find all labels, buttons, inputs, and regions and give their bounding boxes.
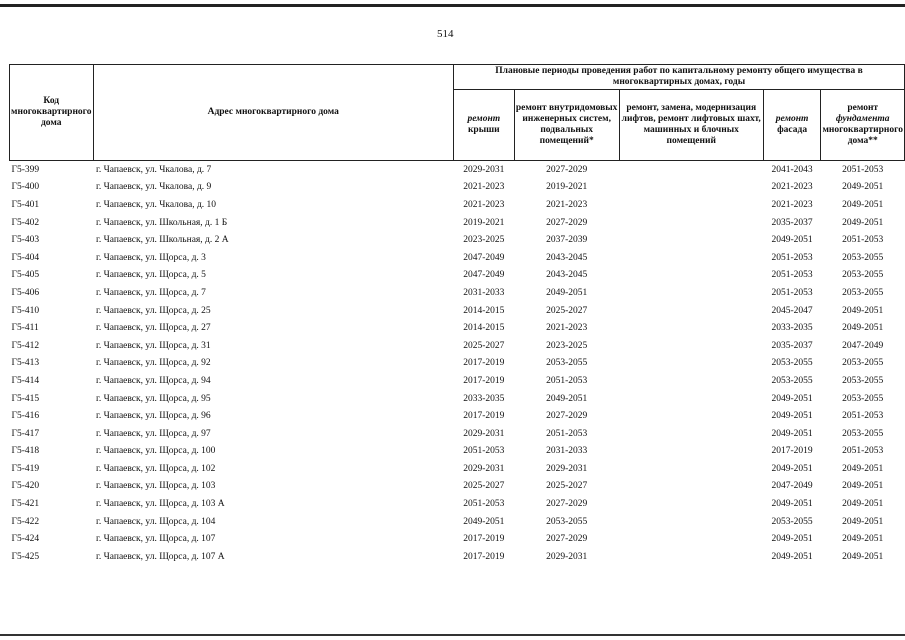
cell-facade: 2035-2037: [771, 340, 813, 351]
cell-roof: 2021-2023: [463, 182, 505, 193]
cell-engineering: 2029-2031: [546, 463, 588, 474]
page-number: 514: [437, 28, 454, 40]
header-foundation: [821, 90, 905, 161]
cell-code: Г5-399: [11, 164, 40, 175]
cell-code: Г5-419: [11, 463, 40, 474]
table-body: [10, 161, 905, 566]
cell-roof: 2033-2035: [463, 393, 505, 404]
cell-facade: 2049-2051: [771, 551, 813, 562]
cell-address: г. Чапаевск, ул. Щорса, д. 107: [96, 534, 216, 545]
cell-code: Г5-413: [11, 358, 40, 369]
cell-address: г. Чапаевск, ул. Щорса, д. 103: [96, 481, 216, 492]
cell-code: Г5-400: [11, 182, 40, 193]
cell-foundation: 2049-2051: [842, 551, 884, 562]
header-engineering: ремонт внутридомовых инженерных систем, подвальных помещений*: [514, 90, 619, 161]
cell-roof: 2029-2031: [463, 428, 505, 439]
table-row: [10, 196, 905, 214]
cell-address: г. Чапаевск, ул. Щорса, д. 92: [96, 358, 211, 369]
cell-roof: 2031-2033: [463, 287, 505, 298]
cell-roof: 2017-2019: [463, 358, 505, 369]
cell-roof: 2014-2015: [463, 323, 505, 334]
cell-foundation: 2053-2055: [842, 358, 884, 369]
cell-roof: 2049-2051: [463, 516, 505, 527]
cell-address: г. Чапаевск, ул. Чкалова, д. 10: [96, 199, 217, 210]
cell-lifts: [619, 161, 763, 179]
cell-address: г. Чапаевск, ул. Щорса, д. 94: [96, 375, 211, 386]
table-row: [10, 337, 905, 355]
cell-lifts: [619, 513, 763, 531]
cell-lifts: [619, 425, 763, 443]
header-foundation-line1: ремонт: [847, 103, 879, 113]
cell-address: г. Чапаевск, ул. Школьная, д. 2 А: [96, 235, 229, 246]
cell-code: Г5-420: [11, 481, 40, 492]
cell-code: Г5-404: [11, 252, 40, 263]
cell-roof: 2019-2021: [463, 217, 505, 228]
cell-lifts: [619, 495, 763, 513]
cell-engineering: 2053-2055: [546, 516, 588, 527]
cell-lifts: [619, 196, 763, 214]
cell-engineering: 2025-2027: [546, 481, 588, 492]
cell-lifts: [619, 179, 763, 197]
cell-foundation: 2051-2053: [842, 411, 884, 422]
cell-foundation: 2051-2053: [842, 235, 884, 246]
cell-engineering: 2027-2029: [546, 534, 588, 545]
cell-code: Г5-421: [11, 499, 40, 510]
cell-code: Г5-424: [11, 534, 40, 545]
cell-roof: 2051-2053: [463, 499, 505, 510]
cell-code: Г5-410: [11, 305, 40, 316]
cell-facade: 2017-2019: [771, 446, 813, 457]
cell-lifts: [619, 443, 763, 461]
header-roof-line2: крыши: [467, 125, 500, 135]
cell-engineering: 2049-2051: [546, 393, 588, 404]
cell-foundation: 2049-2051: [842, 463, 884, 474]
cell-foundation: 2053-2055: [842, 287, 884, 298]
cell-code: Г5-406: [11, 287, 40, 298]
cell-roof: 2029-2031: [463, 463, 505, 474]
cell-roof: 2017-2019: [463, 551, 505, 562]
cell-roof: 2014-2015: [463, 305, 505, 316]
cell-foundation: 2049-2051: [842, 481, 884, 492]
table-row: [10, 495, 905, 513]
table-row: [10, 548, 905, 566]
cell-roof: 2021-2023: [463, 199, 505, 210]
bottom-border-line: [0, 634, 905, 636]
header-row-top: [10, 65, 905, 90]
cell-facade: 2041-2043: [771, 164, 813, 175]
header-facade-line1: ремонт: [775, 114, 809, 124]
cell-foundation: 2049-2051: [842, 217, 884, 228]
cell-engineering: 2021-2023: [546, 323, 588, 334]
cell-facade: 2021-2023: [771, 199, 813, 210]
cell-facade: 2053-2055: [771, 375, 813, 386]
cell-lifts: [619, 302, 763, 320]
header-code: Код многоквартирного дома: [10, 65, 94, 161]
cell-facade: 2035-2037: [771, 217, 813, 228]
table-row: [10, 249, 905, 267]
cell-lifts: [619, 407, 763, 425]
cell-lifts: [619, 390, 763, 408]
cell-foundation: 2047-2049: [842, 340, 884, 351]
header-facade-line2: фасада: [777, 125, 808, 135]
cell-facade: 2049-2051: [771, 428, 813, 439]
cell-lifts: [619, 267, 763, 285]
table-row: [10, 161, 905, 179]
cell-foundation: 2049-2051: [842, 182, 884, 193]
cell-address: г. Чапаевск, ул. Щорса, д. 107 А: [96, 551, 225, 562]
cell-facade: 2049-2051: [771, 534, 813, 545]
cell-engineering: 2025-2027: [546, 305, 588, 316]
cell-facade: 2047-2049: [771, 481, 813, 492]
cell-code: Г5-422: [11, 516, 40, 527]
cell-roof: 2025-2027: [463, 340, 505, 351]
cell-roof: 2047-2049: [463, 252, 505, 263]
cell-facade: 2021-2023: [771, 182, 813, 193]
cell-code: Г5-425: [11, 551, 40, 562]
header-facade: [763, 90, 821, 161]
cell-engineering: 2043-2045: [546, 252, 588, 263]
cell-lifts: [619, 337, 763, 355]
cell-lifts: [619, 231, 763, 249]
cell-address: г. Чапаевск, ул. Щорса, д. 102: [96, 463, 216, 474]
cell-roof: 2029-2031: [463, 164, 505, 175]
cell-address: г. Чапаевск, ул. Школьная, д. 1 Б: [96, 217, 228, 228]
cell-foundation: 2049-2051: [842, 323, 884, 334]
cell-lifts: [619, 249, 763, 267]
cell-foundation: 2053-2055: [842, 428, 884, 439]
cell-facade: 2049-2051: [771, 411, 813, 422]
cell-engineering: 2019-2021: [546, 182, 588, 193]
cell-roof: 2051-2053: [463, 446, 505, 457]
table-row: [10, 284, 905, 302]
cell-address: г. Чапаевск, ул. Щорса, д. 103 А: [96, 499, 225, 510]
cell-address: г. Чапаевск, ул. Щорса, д. 100: [96, 446, 216, 457]
cell-lifts: [619, 284, 763, 302]
cell-roof: 2017-2019: [463, 534, 505, 545]
cell-code: Г5-414: [11, 375, 40, 386]
cell-lifts: [619, 478, 763, 496]
table-row: [10, 513, 905, 531]
top-border-line: [0, 4, 905, 7]
cell-engineering: 2031-2033: [546, 446, 588, 457]
table-row: [10, 530, 905, 548]
cell-facade: 2049-2051: [771, 499, 813, 510]
cell-code: Г5-412: [11, 340, 40, 351]
cell-engineering: 2029-2031: [546, 551, 588, 562]
cell-facade: 2051-2053: [771, 287, 813, 298]
cell-engineering: 2043-2045: [546, 270, 588, 281]
cell-address: г. Чапаевск, ул. Чкалова, д. 9: [96, 182, 212, 193]
cell-lifts: [619, 548, 763, 566]
table-row: [10, 214, 905, 232]
table-row: [10, 302, 905, 320]
cell-foundation: 2053-2055: [842, 252, 884, 263]
table-row: [10, 231, 905, 249]
cell-foundation: 2049-2051: [842, 534, 884, 545]
cell-engineering: 2027-2029: [546, 217, 588, 228]
table-row: [10, 319, 905, 337]
cell-address: г. Чапаевск, ул. Щорса, д. 25: [96, 305, 211, 316]
header-roof-line1: ремонт: [467, 114, 501, 124]
cell-lifts: [619, 460, 763, 478]
cell-facade: 2051-2053: [771, 252, 813, 263]
header-lifts: ремонт, замена, модернизация лифтов, ремонт лифтовых шахт, машинных и блочных помещений: [619, 90, 763, 161]
cell-code: Г5-402: [11, 217, 40, 228]
cell-facade: 2045-2047: [771, 305, 813, 316]
table-row: [10, 179, 905, 197]
cell-code: Г5-415: [11, 393, 40, 404]
cell-lifts: [619, 319, 763, 337]
cell-engineering: 2023-2025: [546, 340, 588, 351]
cell-address: г. Чапаевск, ул. Щорса, д. 7: [96, 287, 206, 298]
table-row: [10, 407, 905, 425]
cell-engineering: 2037-2039: [546, 235, 588, 246]
cell-code: Г5-418: [11, 446, 40, 457]
cell-facade: 2033-2035: [771, 323, 813, 334]
cell-roof: 2017-2019: [463, 375, 505, 386]
cell-code: Г5-401: [11, 199, 40, 210]
cell-lifts: [619, 530, 763, 548]
cell-code: Г5-411: [11, 323, 39, 334]
cell-address: г. Чапаевск, ул. Щорса, д. 97: [96, 428, 211, 439]
cell-roof: 2047-2049: [463, 270, 505, 281]
cell-facade: 2053-2055: [771, 358, 813, 369]
table-row: [10, 443, 905, 461]
cell-engineering: 2027-2029: [546, 411, 588, 422]
cell-address: г. Чапаевск, ул. Щорса, д. 3: [96, 252, 206, 263]
cell-engineering: 2027-2029: [546, 164, 588, 175]
table-row: [10, 425, 905, 443]
table-row: [10, 460, 905, 478]
cell-address: г. Чапаевск, ул. Щорса, д. 31: [96, 340, 211, 351]
header-foundation-line2: фундамента: [835, 114, 890, 124]
cell-roof: 2023-2025: [463, 235, 505, 246]
table-row: [10, 390, 905, 408]
cell-engineering: 2053-2055: [546, 358, 588, 369]
cell-foundation: 2053-2055: [842, 375, 884, 386]
cell-foundation: 2051-2053: [842, 164, 884, 175]
cell-engineering: 2021-2023: [546, 199, 588, 210]
cell-engineering: 2027-2029: [546, 499, 588, 510]
cell-engineering: 2051-2053: [546, 428, 588, 439]
cell-lifts: [619, 372, 763, 390]
cell-foundation: 2053-2055: [842, 270, 884, 281]
cell-facade: 2051-2053: [771, 270, 813, 281]
cell-code: Г5-416: [11, 411, 40, 422]
cell-address: г. Чапаевск, ул. Щорса, д. 104: [96, 516, 216, 527]
cell-foundation: 2051-2053: [842, 446, 884, 457]
cell-facade: 2049-2051: [771, 393, 813, 404]
cell-roof: 2025-2027: [463, 481, 505, 492]
cell-address: г. Чапаевск, ул. Щорса, д. 27: [96, 323, 211, 334]
cell-engineering: 2051-2053: [546, 375, 588, 386]
cell-lifts: [619, 214, 763, 232]
cell-code: Г5-403: [11, 235, 40, 246]
cell-address: г. Чапаевск, ул. Щорса, д. 96: [96, 411, 211, 422]
cell-foundation: 2049-2051: [842, 516, 884, 527]
cell-engineering: 2049-2051: [546, 287, 588, 298]
table-row: [10, 372, 905, 390]
table-row: [10, 355, 905, 373]
header-foundation-line3: многоквартирного дома**: [822, 125, 903, 146]
table-row: [10, 478, 905, 496]
table-row: [10, 267, 905, 285]
cell-facade: 2053-2055: [771, 516, 813, 527]
cell-foundation: 2053-2055: [842, 393, 884, 404]
cell-facade: 2049-2051: [771, 235, 813, 246]
cell-code: Г5-417: [11, 428, 40, 439]
cell-foundation: 2049-2051: [842, 305, 884, 316]
cell-foundation: 2049-2051: [842, 199, 884, 210]
cell-address: г. Чапаевск, ул. Щорса, д. 95: [96, 393, 211, 404]
repair-schedule-table: [9, 64, 905, 566]
cell-address: г. Чапаевск, ул. Щорса, д. 5: [96, 270, 206, 281]
cell-foundation: 2049-2051: [842, 499, 884, 510]
cell-code: Г5-405: [11, 270, 40, 281]
cell-facade: 2049-2051: [771, 463, 813, 474]
cell-lifts: [619, 355, 763, 373]
header-address: Адрес многоквартирного дома: [93, 65, 453, 161]
header-periods: Плановые периоды проведения работ по капитальному ремонту общего имущества в многоквартирных домах, годы: [453, 65, 904, 90]
cell-address: г. Чапаевск, ул. Чкалова, д. 7: [96, 164, 212, 175]
cell-roof: 2017-2019: [463, 411, 505, 422]
header-roof: [453, 90, 514, 161]
